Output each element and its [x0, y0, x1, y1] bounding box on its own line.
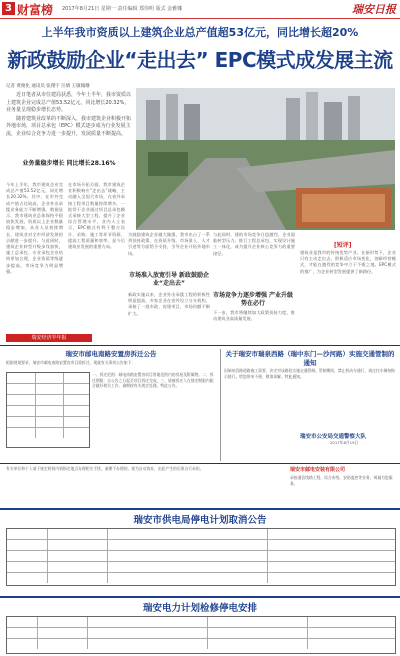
- notice-intro: 根据规划要求，瑞安市邮电南路安置房项目需拆迁，现就有关事项公告如下：: [6, 360, 136, 365]
- article-column: 下一步，我市将继续加大政策扶持力度，推动建筑业高质量发展。: [213, 310, 295, 322]
- table-row: [7, 529, 395, 540]
- outage-plan-title: 瑞安电力计划检修停电安排: [142, 603, 257, 614]
- lead-paragraph: 近日笔者从市住建局获悉，今年上半年，我市资质以上建筑企业完成总产值53.52亿元，同比增长20.32%，业务量呈现稳步增长态势。: [6, 92, 132, 114]
- section-divider: [0, 596, 400, 598]
- table-row: [7, 628, 395, 639]
- ad-body: 承接通信线路工程、综合布线、安防监控等业务，竭诚为您服务。: [290, 475, 393, 486]
- notice-date: 2017年8月19日: [330, 440, 359, 445]
- notice-issuer: 瑞安市公安局交通警察大队: [300, 434, 367, 440]
- table-row: [7, 562, 395, 573]
- commentary-text: 建筑业是我市的传统优势产业。在新形势下，企业只有主动走出去，积极适应市场变化，创新经营模式，才能在激烈的竞争中立于不败之地。EPC模式的推广，为企业转型发展提供了新路径。: [300, 250, 396, 274]
- building-shape: [286, 98, 300, 140]
- article-column: 为鼓励建筑企业做大做强，我市出台了一系列扶持政策，在资质升级、市场准入、人才引进等方面给予支持，引导企业开拓外地市场。: [128, 232, 210, 256]
- table-row: [7, 406, 89, 417]
- section-divider: [0, 345, 400, 346]
- table-row: [7, 417, 89, 428]
- building-shape: [184, 104, 200, 140]
- outage-table: [6, 528, 396, 586]
- sub-heading-competition: 市场竞争力逐步增强 产业升级势在必行: [212, 292, 294, 307]
- page-header: [0, 0, 400, 19]
- building-shape: [348, 96, 360, 140]
- notice-table: [6, 372, 90, 448]
- notice-body: 一、拆迁范围：邮电南路安置房项目用地范围内的房屋及附属物。二、拆迁期限：自公告之日起至项目拆迁完成。三、请被拆迁人在规定期限内配合做好相关工作，逾期按有关规定处理。特此公告。: [92, 372, 214, 389]
- table-row: [7, 373, 89, 384]
- notice-title-left: 瑞安市邮电南路安置房拆迁公告: [65, 350, 157, 358]
- page-number: 3: [2, 2, 15, 15]
- table-row: [7, 384, 89, 395]
- article-kicker: 上半年我市资质以上建筑企业总产值超53亿元，同比增长超20%: [41, 26, 359, 39]
- commentary-tag: [短评]: [334, 242, 352, 249]
- section-divider: [0, 463, 400, 464]
- notice-title-right: 关于瑞安市瑞泉西路（瑞中东门—沙河路）实施交通管制的通知: [225, 350, 395, 367]
- notice-body: 因瑞泉西路道路施工需要，决定对该路段实施交通管制。管制期间，禁止机动车通行，请过往车辆按指示绕行。给您带来不便，敬请谅解。特此通知。: [224, 368, 395, 379]
- construction-site: [302, 194, 385, 222]
- building-shape: [306, 92, 318, 140]
- sub-heading-growth: 业务量稳步增长 同比增长28.16%: [22, 160, 116, 167]
- table-row: [7, 428, 89, 438]
- article-column: 在市场开拓方面，我市建筑企业积极响应“走出去”战略，主动融入全国大市场，在省外承接工程项目数量持续增多。一批骨干企业通过项目总承包模式承接大型工程，提升了企业综合管理水平。业内人士表示，EPC模式有利于整合设计、采购、施工等环节资源，提高工程质量和效率，是今后建筑业发展的重要方向。: [68, 182, 125, 250]
- table-row: [7, 639, 395, 649]
- article-byline: 记者 黄俊化 通讯员 张翔宇 汪婧 王敏翰珊: [6, 84, 90, 89]
- section-tag: 瑞安经济半年报: [6, 334, 92, 342]
- header-meta: 2017年8月21日 星期一 责任编辑 郑伟明 版式 金雅娜: [62, 6, 183, 12]
- article-lead: [6, 92, 132, 140]
- lead-paragraph: 随着建筑业改革的不断深入，我市建筑企业积极开拓外地市场，项目总承包（EPC）模式逐步成为行业发展主流，企业综合竞争力进一步提升，发展质量不断提高。: [6, 115, 132, 137]
- newspaper-logo: 瑞安日报: [352, 3, 396, 16]
- building-shape: [324, 102, 342, 140]
- article-headline: 新政鼓励企业“走出去” EPC模式成发展主流: [7, 48, 393, 72]
- building-shape: [166, 94, 178, 140]
- article-column: 新政实施以来，企业外出承揽工程的积极性明显提高，多家企业在省外设立分支机构，承接了一批市政、房建项目，市场份额不断扩大。: [128, 292, 210, 316]
- outage-cancel-title: 瑞安市供电局停电计划取消公告: [133, 515, 267, 526]
- article-column: 今年上半年，我市建筑企业完成总产值53.52亿元，同比增长20.32%。其中，在市外完成产值占比较高，企业外出承揽业务能力不断增强。数据显示，我市建筑业总体保持平稳较快发展，资质以上企业数量稳步增加，从业人员持续增长，建筑业对全市经济发展的贡献进一步提升。与此同时，建筑企业转型升级步伐加快，施工总承包、专业承包企业结构更加合理，企业资质等级逐步提高，市场竞争力明显增强。: [6, 182, 63, 274]
- outage-plan-table: [6, 616, 396, 654]
- table-row: [7, 540, 395, 551]
- table-row: [7, 551, 395, 562]
- article-column: 与此同时，建筑市场竞争日趋激烈，企业面临转型压力。推行工程总承包，实现设计施工一体化，成为提升企业核心竞争力的重要途径。: [213, 232, 295, 256]
- section-title: 财富榜: [17, 3, 54, 17]
- tree-area: [148, 152, 188, 176]
- construction-photo: [136, 88, 395, 230]
- table-row: [7, 617, 395, 628]
- section-divider: [0, 508, 400, 510]
- notice-body: 有关单位和个人请于规定时间内到指定地点办理相关手续，逾期不办理的，视为自动放弃，由此产生的后果自行承担。: [6, 466, 204, 471]
- column-divider: [220, 349, 221, 461]
- table-row: [7, 395, 89, 406]
- building-shape: [146, 100, 160, 140]
- sub-heading-policy: 市场准入放宽引导 新政鼓励企业“走出去”: [128, 272, 210, 287]
- commentary-box: [300, 240, 396, 340]
- table-row: [7, 573, 395, 583]
- ad-label: 瑞安市邮电安装有限公司: [290, 467, 346, 473]
